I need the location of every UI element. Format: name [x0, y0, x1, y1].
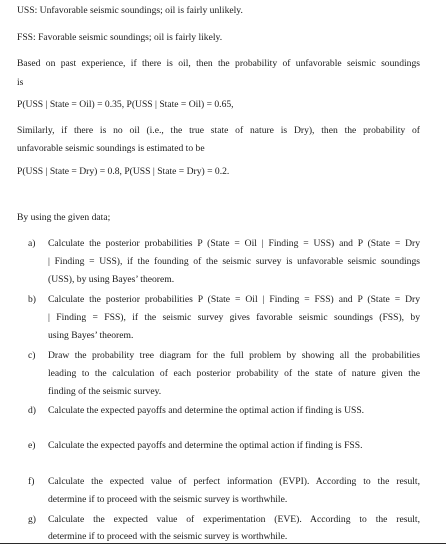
dry-text-line-2: unfavorable seismic soundings is estimated to be: [17, 143, 205, 154]
question-d-label: d): [28, 405, 36, 416]
question-c-line-1: Draw the probability tree diagram for the full problem by showing all the probabilities: [48, 350, 420, 361]
question-c-line-2: leading to the calculation of each posterior probability of the state of nature given the: [48, 368, 420, 379]
question-f-label: f): [28, 476, 35, 487]
question-g-line-2: determine if to proceed with the seismic survey is worthwhile.: [48, 531, 288, 542]
question-e-label: e): [28, 440, 36, 451]
intro-text-line-1: Based on past experience, if there is oil, then the probability of unfavorable seismic soundings: [17, 58, 420, 69]
definition-fss: FSS: Favorable seismic soundings; oil is fairly likely.: [17, 32, 223, 43]
page-bottom-rule: [0, 543, 446, 544]
question-g-label: g): [28, 514, 36, 525]
question-d-line-1: Calculate the expected payoffs and determine the optimal action if finding is USS.: [48, 405, 365, 416]
question-c-line-3: finding of the seismic survey.: [48, 386, 162, 397]
dry-text-line-1: Similarly, if there is no oil (i.e., the true state of nature is Dry), then the probability of: [17, 125, 420, 136]
question-f-line-2: determine if to proceed with the seismic survey is worthwhile.: [48, 494, 288, 505]
probability-oil: P(USS | State = Oil) = 0.35, P(USS | State = Oil) = 0.65,: [17, 99, 234, 110]
question-a-line-2: | Finding = USS), if the founding of the seismic survey is unfavorable seismic soundings: [48, 256, 420, 267]
question-b-line-2: | Finding = FSS), if the seismic survey gives favorable seismic soundings (FSS), by: [48, 312, 420, 323]
question-g-line-1: Calculate the expected value of experimentation (EVE). According to the result,: [48, 514, 420, 525]
question-a-line-3: (USS), by using Bayes’ theorem.: [48, 274, 175, 285]
question-c-label: c): [28, 350, 36, 361]
question-e-line-1: Calculate the expected payoffs and determine the optimal action if finding is FSS.: [48, 440, 363, 451]
given-data-heading: By using the given data;: [17, 212, 111, 223]
probability-dry: P(USS | State = Dry) = 0.8, P(USS | State = Dry) = 0.2.: [17, 166, 230, 177]
question-b-line-3: using Bayes’ theorem.: [48, 330, 134, 341]
question-b-line-1: Calculate the posterior probabilities P (State = Oil | Finding = FSS) and P (State = Dry: [48, 294, 420, 305]
question-f-line-1: Calculate the expected value of perfect information (EVPI). According to the result,: [48, 476, 420, 487]
definition-uss: USS: Unfavorable seismic soundings; oil is fairly unlikely.: [17, 5, 243, 16]
question-a-line-1: Calculate the posterior probabilities P (State = Oil | Finding = USS) and P (State = Dry: [48, 238, 420, 249]
question-b-label: b): [28, 294, 36, 305]
intro-text-line-2: is: [17, 77, 24, 88]
question-a-label: a): [28, 238, 36, 249]
